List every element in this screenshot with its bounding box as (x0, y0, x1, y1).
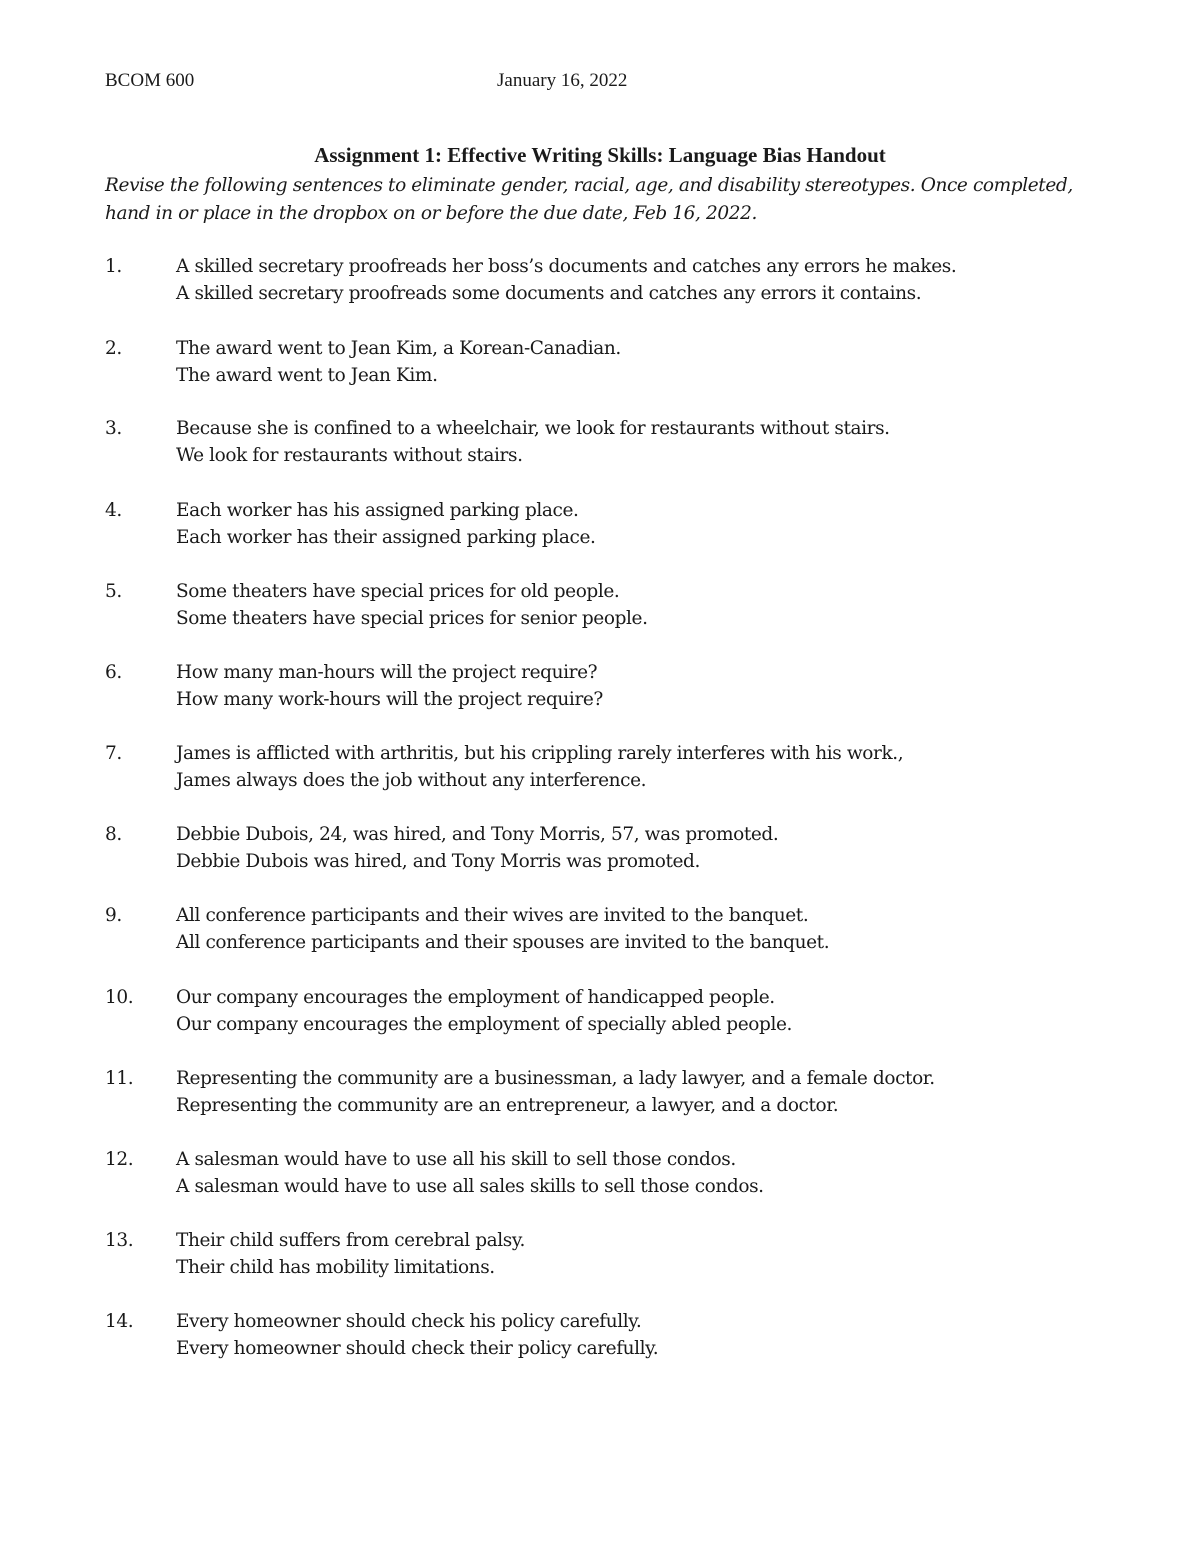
revised-sentence: Representing the community are an entrepreneur, a lawyer, and a doctor. (176, 1095, 839, 1116)
document-date: January 16, 2022 (497, 70, 628, 91)
course-code: BCOM 600 (105, 70, 195, 91)
original-sentence: Some theaters have special prices for old people. (176, 581, 620, 602)
revised-sentence: The award went to Jean Kim. (176, 365, 438, 386)
item-number: 5. (105, 581, 122, 602)
original-sentence: Our company encourages the employment of handicapped people. (176, 987, 775, 1008)
item-number: 4. (105, 500, 122, 521)
item-number: 6. (105, 662, 122, 683)
revised-sentence: Each worker has their assigned parking place. (176, 527, 596, 548)
original-sentence: Debbie Dubois, 24, was hired, and Tony Morris, 57, was promoted. (176, 824, 779, 845)
original-sentence: Their child suffers from cerebral palsy. (176, 1230, 525, 1251)
item-number: 11. (105, 1068, 134, 1089)
revised-sentence: A skilled secretary proofreads some documents and catches any errors it contains. (176, 283, 922, 304)
original-sentence: Each worker has his assigned parking place. (176, 500, 579, 521)
revised-sentence: A salesman would have to use all sales skills to sell those condos. (176, 1176, 764, 1197)
item-number: 3. (105, 418, 122, 439)
original-sentence: How many man-hours will the project require? (176, 662, 598, 683)
revised-sentence: All conference participants and their spouses are invited to the banquet. (176, 932, 830, 953)
original-sentence: James is afflicted with arthritis, but his crippling rarely interferes with his work., (176, 743, 904, 764)
item-number: 12. (105, 1149, 134, 1170)
item-number: 7. (105, 743, 122, 764)
item-number: 8. (105, 824, 122, 845)
original-sentence: A salesman would have to use all his skill to sell those condos. (176, 1149, 736, 1170)
instructions: Revise the following sentences to eliminate gender, racial, age, and disability stereotypes. Once completed, hand in or place in the dropbox on or before the due date, Feb 16, 2022. (105, 175, 1073, 224)
revised-sentence: Their child has mobility limitations. (176, 1257, 495, 1278)
revised-sentence: Some theaters have special prices for senior people. (176, 608, 648, 629)
item-number: 10. (105, 987, 134, 1008)
item-number: 9. (105, 905, 122, 926)
revised-sentence: Debbie Dubois was hired, and Tony Morris was promoted. (176, 851, 700, 872)
original-sentence: Because she is confined to a wheelchair, we look for restaurants without stairs. (176, 418, 890, 439)
revised-sentence: We look for restaurants without stairs. (176, 445, 523, 466)
original-sentence: Every homeowner should check his policy carefully. (176, 1311, 642, 1332)
item-number: 2. (105, 338, 122, 359)
item-number: 13. (105, 1230, 134, 1251)
original-sentence: All conference participants and their wives are invited to the banquet. (176, 905, 809, 926)
revised-sentence: Our company encourages the employment of specially abled people. (176, 1014, 793, 1035)
original-sentence: The award went to Jean Kim, a Korean-Canadian. (176, 338, 621, 359)
revised-sentence: Every homeowner should check their policy carefully. (176, 1338, 659, 1359)
item-number: 1. (105, 256, 122, 277)
revised-sentence: James always does the job without any interference. (176, 770, 647, 791)
original-sentence: Representing the community are a businessman, a lady lawyer, and a female doctor. (176, 1068, 935, 1089)
original-sentence: A skilled secretary proofreads her boss’s documents and catches any errors he makes. (176, 256, 957, 277)
item-number: 14. (105, 1311, 134, 1332)
assignment-title: Assignment 1: Effective Writing Skills: Language Bias Handout (314, 143, 886, 167)
revised-sentence: How many work-hours will the project require? (176, 689, 603, 710)
